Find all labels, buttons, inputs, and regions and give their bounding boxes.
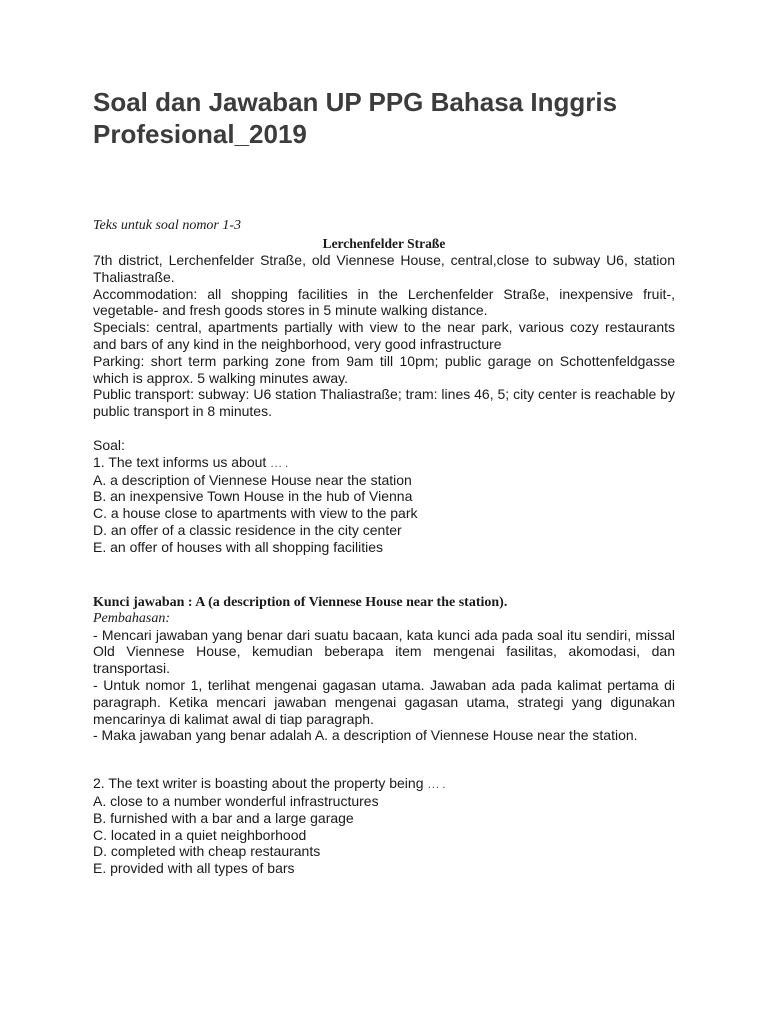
question-stem-text: 1. The text informs us about xyxy=(93,453,267,470)
question-stem xyxy=(93,454,675,472)
answer-key: Kunci jawaban : A (a description of Viennese House near the station). xyxy=(93,594,508,610)
passage-paragraph: 7th district, Lerchenfelder Straße, old Viennese House, central,close to subway U6, station Thaliastraße. xyxy=(93,252,675,285)
answer-option: C. a house close to apartments with view to the park xyxy=(93,505,418,522)
answer-option: E. provided with all types of bars xyxy=(93,860,295,877)
answer-option: B. an inexpensive Town House in the hub of Vienna xyxy=(93,488,413,505)
document-body xyxy=(93,217,675,877)
answer-option: E. an offer of houses with all shopping facilities xyxy=(93,538,384,555)
soal-label: Soal: xyxy=(93,436,125,453)
discussion-paragraph: - Maka jawaban yang benar adalah A. a description of Viennese House near the station. xyxy=(93,727,638,744)
passage-paragraph: Specials: central, apartments partially with view to the near park, various cozy restaurants and bars of any kind in the neighborhood, very good infrastructure xyxy=(93,319,675,352)
passage xyxy=(93,252,675,420)
discussion-label: Pembahasan: xyxy=(93,610,170,626)
question-stem xyxy=(93,775,675,793)
discussion xyxy=(93,627,675,745)
answer-option: D. completed with cheap restaurants xyxy=(93,843,321,860)
answer-option: A. a description of Viennese House near the station xyxy=(93,471,412,488)
passage-heading: Lerchenfelder Straße xyxy=(322,236,446,251)
question-stem-text: 2. The text writer is boasting about the property being xyxy=(93,775,424,792)
document-title: Soal dan Jawaban UP PPG Bahasa Inggris Profesional_2019 xyxy=(93,87,618,149)
question-ellipsis: … . xyxy=(427,777,446,792)
passage-paragraph: Parking: short term parking zone from 9am till 10pm; public garage on Schottenfeldgasse which is approx. 5 walking minutes away. xyxy=(93,352,675,386)
passage-paragraph: Public transport: subway: U6 station Thaliastraße; tram: lines 46, 5; city center is reachable by public transport in 8 minutes. xyxy=(93,386,675,420)
answer-option: D. an offer of a classic residence in the city center xyxy=(93,521,402,538)
answer-option: C. located in a quiet neighborhood xyxy=(93,826,307,843)
answer-option: A. close to a number wonderful infrastructures xyxy=(93,792,379,809)
question-1 xyxy=(93,454,675,556)
question-ellipsis: … . xyxy=(270,455,289,470)
answer-option: B. furnished with a bar and a large garage xyxy=(93,809,354,826)
discussion-paragraph: - Mencari jawaban yang benar dari suatu bacaan, kata kunci ada pada soal itu sendiri, missal Old Viennese House, kemudian beberapa item mengenai fasilitas, akomodasi, dan transportasi. xyxy=(93,626,675,677)
discussion-paragraph: - Untuk nomor 1, terlihat mengenai gagasan utama. Jawaban ada pada kalimat pertama di paragraph. Ketika mencari jawaban mengenai gagasan utama, strategi yang digunakan mencarinya di kalimat awal di tiap paragraph. xyxy=(93,676,675,727)
question-2 xyxy=(93,775,675,877)
intro-label: Teks untuk soal nomor 1-3 xyxy=(93,218,242,233)
passage-paragraph: Accommodation: all shopping facilities in the Lerchenfelder Straße, inexpensive fruit-, vegetable- and fresh goods stores in 5 minute walking distance. xyxy=(93,285,675,319)
